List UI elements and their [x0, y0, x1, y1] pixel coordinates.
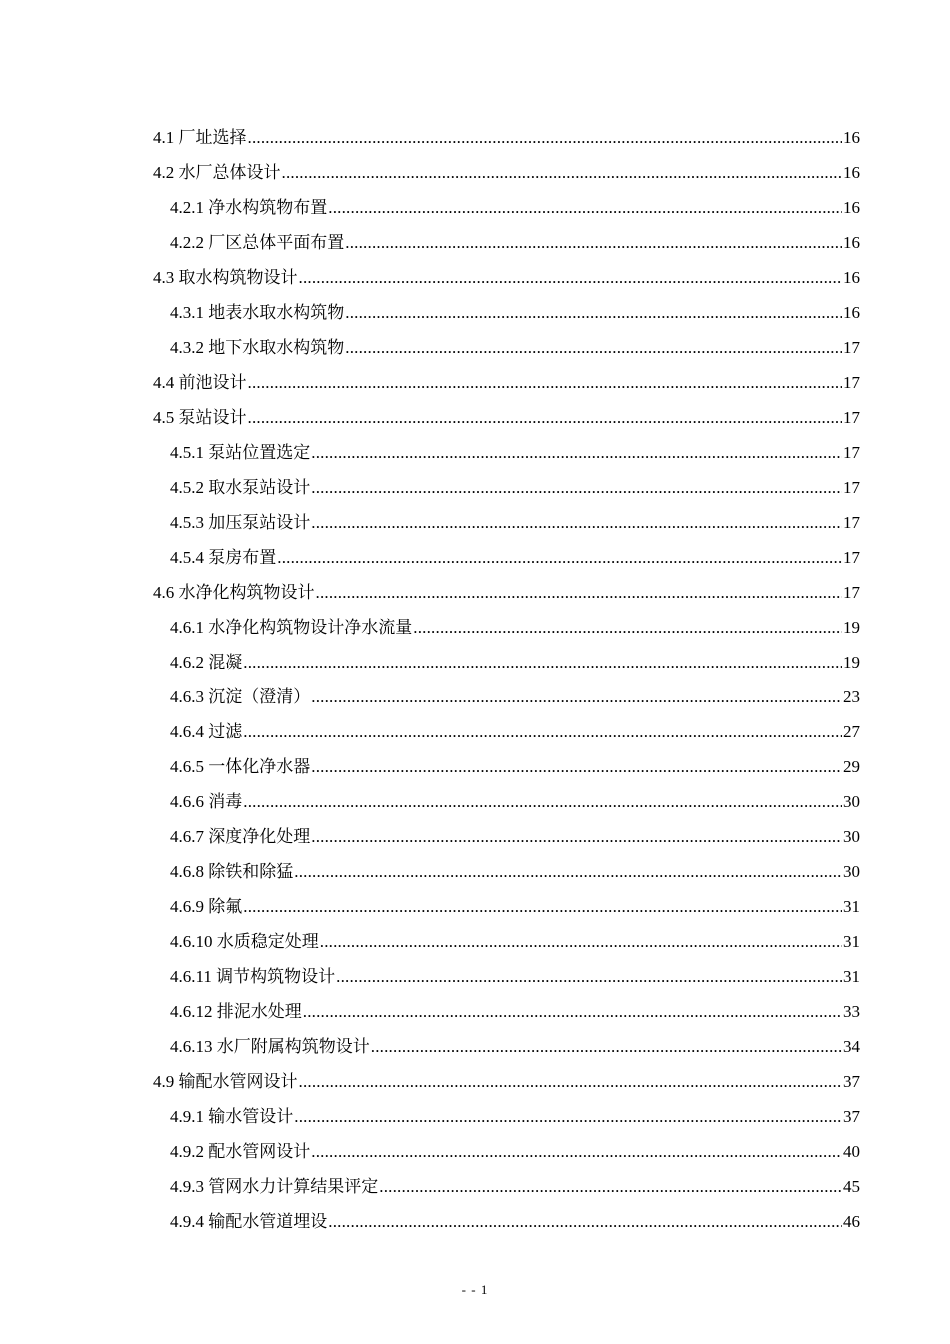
toc-entry-label: 4.9.2 配水管网设计 — [170, 1141, 311, 1161]
toc-dot-leader — [316, 583, 843, 603]
toc-entry[interactable] — [153, 1204, 860, 1239]
toc-entry-page-number: 17 — [843, 407, 860, 427]
toc-entry-label: 4.9.4 输配水管道埋设 — [170, 1211, 328, 1231]
toc-dot-leader — [413, 618, 842, 638]
toc-dot-leader — [345, 303, 842, 323]
toc-dot-leader — [243, 792, 842, 812]
toc-entry-page-number: 19 — [843, 652, 860, 672]
toc-entry-page-number: 34 — [843, 1036, 860, 1056]
toc-entry[interactable] — [153, 645, 860, 680]
toc-entry[interactable] — [153, 121, 860, 156]
toc-entry-page-number: 23 — [843, 687, 860, 707]
toc-entry[interactable] — [153, 401, 860, 436]
toc-entry-page-number: 17 — [843, 582, 860, 602]
toc-entry-label: 4.5.3 加压泵站设计 — [170, 512, 311, 532]
toc-entry[interactable] — [153, 296, 860, 331]
toc-entry-page-number: 37 — [843, 1106, 860, 1126]
toc-entry-page-number: 16 — [843, 303, 860, 323]
toc-dot-leader — [345, 338, 842, 358]
toc-entry[interactable] — [153, 680, 860, 715]
toc-entry-label: 4.6.5 一体化净水器 — [170, 757, 311, 777]
toc-entry[interactable] — [153, 156, 860, 191]
toc-entry-page-number: 17 — [843, 477, 860, 497]
toc-entry[interactable] — [153, 610, 860, 645]
toc-entry-label: 4.6.4 过滤 — [170, 722, 243, 742]
toc-entry-label: 4.3 取水构筑物设计 — [153, 268, 298, 288]
toc-entry-page-number: 17 — [843, 373, 860, 393]
toc-entry[interactable] — [153, 261, 860, 296]
toc-entry[interactable] — [153, 226, 860, 261]
toc-entry[interactable] — [153, 785, 860, 820]
toc-entry-page-number: 17 — [843, 512, 860, 532]
toc-entry-label: 4.6.9 除氟 — [170, 897, 243, 917]
toc-entry-label: 4.6.2 混凝 — [170, 652, 243, 672]
toc-entry-label: 4.9 输配水管网设计 — [153, 1071, 298, 1091]
toc-dot-leader — [328, 198, 842, 218]
toc-entry-page-number: 16 — [843, 163, 860, 183]
toc-dot-leader — [294, 1107, 842, 1127]
toc-dot-leader — [345, 233, 842, 253]
toc-entry[interactable] — [153, 505, 860, 540]
toc-entry-label: 4.2.2 厂区总体平面布置 — [170, 233, 345, 253]
toc-entry[interactable] — [153, 960, 860, 995]
toc-entry-label: 4.6.10 水质稳定处理 — [170, 932, 319, 952]
toc-entry-label: 4.6.12 排泥水处理 — [170, 1001, 302, 1021]
toc-entry-page-number: 31 — [843, 966, 860, 986]
toc-entry[interactable] — [153, 890, 860, 925]
toc-entry[interactable] — [153, 994, 860, 1029]
toc-entry[interactable] — [153, 331, 860, 366]
toc-dot-leader — [379, 1177, 842, 1197]
toc-entry-label: 4.9.3 管网水力计算结果评定 — [170, 1176, 379, 1196]
toc-entry-page-number: 17 — [843, 442, 860, 462]
toc-dot-leader — [243, 722, 842, 742]
toc-entry-page-number: 30 — [843, 862, 860, 882]
toc-entry-page-number: 46 — [843, 1211, 860, 1231]
toc-entry[interactable] — [153, 366, 860, 401]
toc-entry[interactable] — [153, 1064, 860, 1099]
toc-dot-leader — [311, 757, 842, 777]
toc-dot-leader — [328, 1212, 842, 1232]
toc-entry-page-number: 45 — [843, 1176, 860, 1196]
toc-dot-leader — [311, 687, 842, 707]
toc-entry-page-number: 37 — [843, 1071, 860, 1091]
toc-entry-label: 4.2 水厂总体设计 — [153, 163, 281, 183]
toc-dot-leader — [311, 478, 842, 498]
toc-entry-label: 4.9.1 输水管设计 — [170, 1106, 294, 1126]
toc-dot-leader — [371, 1037, 842, 1057]
toc-entry-page-number: 31 — [843, 897, 860, 917]
toc-entry[interactable] — [153, 540, 860, 575]
toc-entry[interactable] — [153, 925, 860, 960]
toc-entry[interactable] — [153, 820, 860, 855]
toc-entry[interactable] — [153, 715, 860, 750]
toc-dot-leader — [243, 897, 842, 917]
toc-entry-label: 4.5 泵站设计 — [153, 407, 247, 427]
toc-entry-page-number: 30 — [843, 827, 860, 847]
toc-entry-label: 4.6.7 深度净化处理 — [170, 827, 311, 847]
toc-entry-label: 4.4 前池设计 — [153, 373, 247, 393]
toc-dot-leader — [336, 967, 842, 987]
toc-entry[interactable] — [153, 855, 860, 890]
toc-entry-page-number: 17 — [843, 547, 860, 567]
toc-entry-page-number: 33 — [843, 1001, 860, 1021]
toc-entry-page-number: 16 — [843, 233, 860, 253]
toc-dot-leader — [248, 128, 843, 148]
toc-entry-label: 4.6.1 水净化构筑物设计净水流量 — [170, 617, 413, 637]
toc-entry[interactable] — [153, 1029, 860, 1064]
toc-entry-page-number: 40 — [843, 1141, 860, 1161]
toc-entry-page-number: 16 — [843, 198, 860, 218]
toc-entry-page-number: 29 — [843, 757, 860, 777]
toc-dot-leader — [299, 268, 843, 288]
toc-entry-label: 4.6.3 沉淀（澄清） — [170, 687, 311, 707]
toc-entry-page-number: 19 — [843, 617, 860, 637]
toc-dot-leader — [248, 373, 843, 393]
toc-entry-page-number: 30 — [843, 792, 860, 812]
toc-dot-leader — [277, 548, 842, 568]
toc-dot-leader — [311, 827, 842, 847]
toc-entry-page-number: 17 — [843, 338, 860, 358]
table-of-contents — [153, 121, 860, 1239]
toc-dot-leader — [303, 1002, 842, 1022]
toc-entry-page-number: 27 — [843, 722, 860, 742]
toc-entry-label: 4.6.8 除铁和除猛 — [170, 862, 294, 882]
toc-entry[interactable] — [153, 575, 860, 610]
toc-entry-label: 4.6.11 调节构筑物设计 — [170, 966, 336, 986]
toc-entry-page-number: 16 — [843, 268, 860, 288]
toc-entry-label: 4.5.4 泵房布置 — [170, 547, 277, 567]
toc-dot-leader — [311, 443, 842, 463]
toc-entry[interactable] — [153, 750, 860, 785]
page-footer: - - 1 — [461, 1282, 489, 1297]
toc-entry[interactable] — [153, 191, 860, 226]
toc-entry-label: 4.5.2 取水泵站设计 — [170, 477, 311, 497]
toc-entry-label: 4.2.1 净水构筑物布置 — [170, 198, 328, 218]
toc-entry[interactable] — [153, 1134, 860, 1169]
toc-entry[interactable] — [153, 470, 860, 505]
toc-dot-leader — [299, 1072, 843, 1092]
toc-dot-leader — [311, 513, 842, 533]
toc-dot-leader — [311, 1142, 842, 1162]
toc-entry[interactable] — [153, 1169, 860, 1204]
toc-dot-leader — [282, 163, 843, 183]
toc-dot-leader — [320, 932, 842, 952]
toc-entry-label: 4.3.1 地表水取水构筑物 — [170, 303, 345, 323]
toc-entry-label: 4.1 厂址选择 — [153, 128, 247, 148]
toc-entry-label: 4.3.2 地下水取水构筑物 — [170, 338, 345, 358]
toc-entry[interactable] — [153, 435, 860, 470]
toc-dot-leader — [294, 862, 842, 882]
toc-dot-leader — [248, 408, 843, 428]
toc-entry-label: 4.6.6 消毒 — [170, 792, 243, 812]
toc-dot-leader — [243, 653, 842, 673]
toc-entry-label: 4.5.1 泵站位置选定 — [170, 442, 311, 462]
toc-entry-label: 4.6 水净化构筑物设计 — [153, 582, 315, 602]
toc-entry-page-number: 16 — [843, 128, 860, 148]
toc-entry[interactable] — [153, 1099, 860, 1134]
toc-entry-label: 4.6.13 水厂附属构筑物设计 — [170, 1036, 370, 1056]
toc-entry-page-number: 31 — [843, 932, 860, 952]
